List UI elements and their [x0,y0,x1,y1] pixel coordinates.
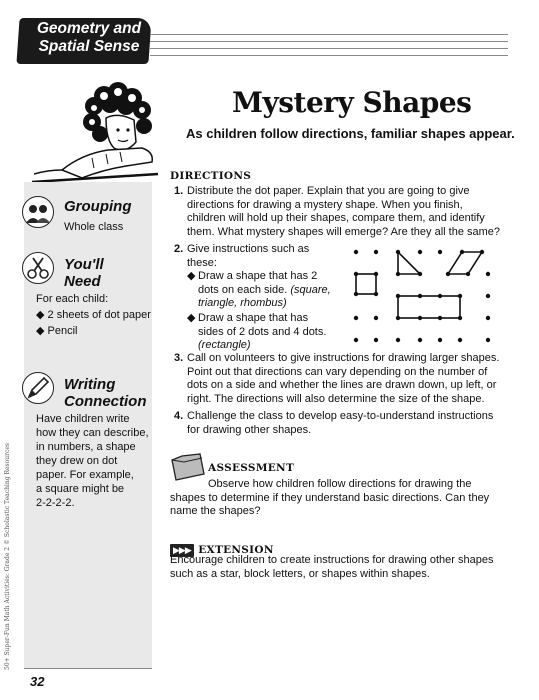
page-number: 32 [30,674,45,689]
bullet-1-italic: triangle, rhombus) [198,297,287,309]
assessment-line: Observe how children follow directions for drawing the [208,478,472,490]
footer-rule [24,668,152,669]
step-2-intro [187,243,309,270]
grouping-icon [22,196,54,228]
step-1-line: children will hold up their shapes, compare them, and identify [187,212,485,224]
extension-text [170,554,510,581]
pencil-icon [22,372,54,404]
grouping-text: Whole class [64,221,124,233]
step-4-line: for drawing other shapes. [187,423,312,436]
step-2-number: 2. [174,243,184,255]
bullet-icon: ◆ [187,312,196,324]
assessment-heading: ASSESSMENT [208,462,295,474]
bullet-1-line: dots on each side. [198,283,288,296]
rhombus-shape [448,252,482,274]
square-shape [356,274,376,294]
bullet-1-line: Draw a shape that has 2 [198,270,318,282]
step-1-line: them. What mystery shapes will emerge? Are they all the same? [187,225,501,238]
grouping-heading: Grouping [64,198,132,215]
step-1-line: directions for drawing a mystery shape. When you finish, [187,198,463,211]
bullet-icon: ◆ [187,270,196,282]
writing-line: Have children write [36,413,130,425]
writing-line: 2-2-2-2. [36,497,75,509]
page-title: Mystery Shapes [232,86,472,119]
writing-line: how they can describe, [36,427,149,439]
step-4-number: 4. [174,410,184,422]
banner-line-2: Spatial Sense [38,38,140,55]
step-1-number: 1. [174,185,184,197]
bullet-1-italic: (square, [290,283,331,296]
writing-line: paper. For example, [36,469,134,481]
step-1-line: Distribute the dot paper. Explain that you are going to give [187,185,470,197]
triangle-shape [398,252,420,274]
need-heading-line-2: Need [64,273,101,290]
assessment-line: name the shapes? [170,505,261,517]
writing-line: a square might be [36,483,125,495]
bullet-icon: ◆ [36,325,45,337]
bullet-2-line: Draw a shape that has [198,312,309,324]
need-item-2-text: Pencil [47,325,78,337]
assessment-line: shapes to determine if they understand basic directions. Can they [170,491,490,504]
writing-heading-line-2: Connection [64,393,147,410]
header-rules [150,34,508,64]
step-2-bullet-1 [198,270,334,311]
bullet-icon: ◆ [36,309,45,321]
step-3-line: Call on volunteers to give instructions for drawing larger shapes. [187,352,500,364]
rectangle-shape [398,296,460,318]
copyright-credit [4,250,16,670]
directions-heading: DIRECTIONS [170,170,252,182]
girl-illustration [22,78,162,186]
step-2-intro-line: these: [187,256,217,269]
step-4-text [187,410,493,437]
step-3-line: Point out that directions can vary depending on the number of [187,365,488,378]
extension-line: Encourage children to create instructions for drawing other shapes [170,554,494,566]
dot-grid [354,250,490,342]
need-heading [64,256,104,290]
section-banner-text [26,20,152,56]
step-4-line: Challenge the class to develop easy-to-understand instructions [187,410,494,422]
scissors-icon [22,252,54,284]
step-3-text [187,352,499,406]
page-subtitle: As children follow directions, familiar shapes appear. [186,126,515,141]
extension-heading: EXTENSION [198,544,274,556]
need-item-2 [36,324,78,338]
step-3-line: dots on a side and whether the lines are drawn down, up left, or [187,379,497,391]
credit-text: 50+ Super-Fun Math Activities: Grade 2 © Scholastic Teaching Resources [4,443,11,670]
bullet-2-italic: (rectangle) [198,339,251,351]
writing-heading-line-1: Writing [64,376,116,393]
step-2-bullet-2 [198,312,338,353]
triple-arrow-icon: ▶▶▶ [170,544,194,557]
extension-line: such as a star, block letters, or shapes within shapes. [170,567,430,580]
writing-line: they drew on dot [36,455,118,467]
step-3-line: right. The directions will also determine the size of the shape. [187,392,485,405]
step-3-number: 3. [174,352,184,364]
need-intro: For each child: [36,293,109,305]
need-item-1-text: 2 sheets of dot paper [47,309,151,321]
writing-line: in numbers, a shape [36,441,136,453]
banner-line-1: Geometry and [36,20,142,37]
writing-heading [64,376,147,410]
bullet-2-line: sides of 2 dots and 4 dots. [198,325,327,338]
step-2-intro-line: Give instructions such as [187,243,310,255]
need-heading-line-1: You'll [64,256,104,273]
need-item-1 [36,308,151,322]
step-1-text [187,185,500,239]
writing-text [36,412,152,510]
dot-grid-diagram [340,248,500,348]
assessment-text [170,478,510,519]
